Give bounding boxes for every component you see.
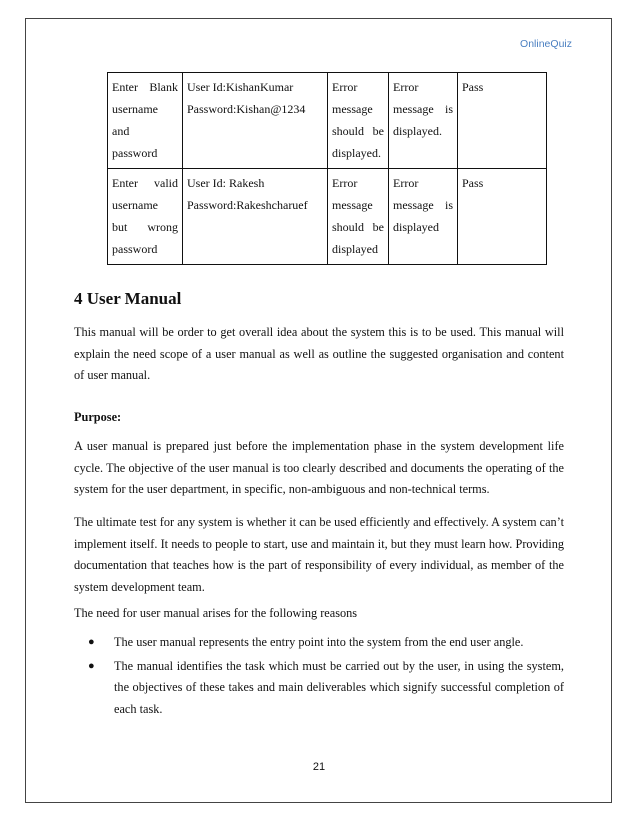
cell-line: should be [332,220,384,234]
page-number: 21 [312,761,326,773]
table-cell-input [108,169,183,265]
cell-line: Enter Blank [112,80,178,94]
cell-line: Error [393,176,419,190]
purpose-label: Purpose: [74,410,122,424]
cell-line: Error [393,80,419,94]
section-title: 4 User Manual [74,289,182,308]
list-item [74,632,564,654]
table-cell-data [183,169,328,265]
list-item [74,656,564,721]
table-cell-expected [328,73,389,169]
cell-line: message [332,102,373,116]
cell-line: Pass [462,80,484,94]
cell-line: Password:Rakeshcharuef [187,198,308,212]
cell-line: username [112,102,158,116]
header-title: OnlineQuiz [520,38,572,50]
cell-line: password [112,242,158,256]
table-cell-input [108,73,183,169]
cell-line: User Id: Rakesh [187,176,265,190]
cell-line: Enter valid [112,176,178,190]
cell-line: but wrong [112,220,178,234]
cell-line: message [332,198,373,212]
purpose-paragraph-1: A user manual is prepared just before the implementation phase in the system development life cycle. The objective of the user manual is too clearly described and documents the operating of the system for the user department, in specific, non-ambiguous and non-technical terms. [74,439,564,496]
reasons-list [74,632,564,722]
bullet-icon: ● [88,636,95,648]
table-row [108,169,547,265]
intro-paragraph: This manual will be order to get overall idea about the system this is to be used. This manual will explain the need scope of a user manual as well as outline the suggested organisation and content of user manual. [74,325,564,382]
cell-line: message is [393,102,453,116]
reasons-intro: The need for user manual arises for the following reasons [74,606,358,620]
table-cell-data [183,73,328,169]
list-item-text: The user manual represents the entry point into the system from the end user angle. [114,635,524,649]
bullet-icon: ● [88,659,95,672]
cell-line: displayed. [393,124,442,138]
cell-line: username [112,198,158,212]
table-cell-result [458,73,547,169]
cell-line: message is [393,198,453,212]
purpose-paragraph-2: The ultimate test for any system is whether it can be used efficiently and effectively. A system can’t implement itself. It needs to people to start, use and maintain it, but they must learn how. Providing documentation that teaches how is the part of responsibility of every individual, as member of the system development team. [74,515,564,594]
cell-line: and [112,124,130,138]
table-cell-expected [328,169,389,265]
cell-line: displayed. [332,146,381,160]
list-item-text: The manual identifies the task which must be carried out by the user, in using the system, the objectives of these takes and main deliverables which signify successful completion of each task. [114,658,564,716]
table-cell-actual [389,169,458,265]
cell-line: User Id:KishanKumar [187,80,294,94]
cell-line: password [112,146,158,160]
cell-line: Error [332,80,358,94]
cell-line: displayed [332,242,378,256]
table-row [108,73,547,169]
table-cell-result [458,169,547,265]
cell-line: displayed [393,220,439,234]
cell-line: Password:Kishan@1234 [187,102,306,116]
cell-line: should be [332,124,384,138]
cell-line: Pass [462,176,484,190]
table-cell-actual [389,73,458,169]
test-case-table [107,72,547,265]
cell-line: Error [332,176,358,190]
